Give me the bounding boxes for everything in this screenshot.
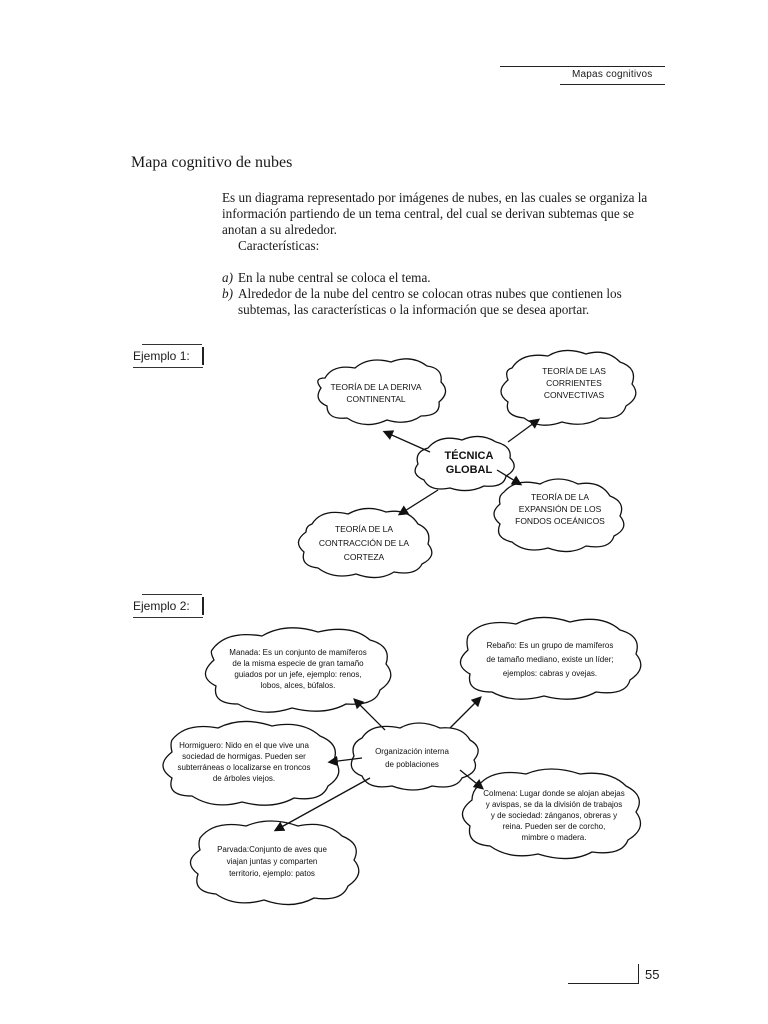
- cloud-text: TEORÍA DE LA: [530, 492, 590, 502]
- footer-rule: [568, 983, 638, 984]
- cloud-text: CONTRACCIÓN DE LA: [318, 538, 410, 548]
- section-paragraph: Es un diagrama representado por imágenes de nubes, en las cuales se organiza la información partiendo de un tema central, del cual se derivan subtemas que se anotan a su alrededor.: [222, 190, 648, 237]
- list-item-label: a): [222, 270, 233, 285]
- cloud-text: EXPANSIÓN DE LOS: [518, 504, 602, 514]
- example2-label: Ejemplo 2:: [133, 599, 190, 613]
- characteristics-label: Características:: [238, 238, 320, 253]
- cloud-text: lobos, alces, búfalos.: [260, 681, 336, 690]
- center-text: Organización interna: [375, 747, 449, 756]
- list-item-text: En la nube central se coloca el tema.: [238, 270, 431, 285]
- cloud-shape: [351, 723, 478, 790]
- cloud-text: reina. Pueden ser de corcho,: [502, 822, 606, 831]
- section-title: Mapa cognitivo de nubes: [131, 154, 293, 171]
- cloud-text: de tamaño mediano, existe un líder;: [486, 655, 614, 664]
- cloud-text: ejemplos: cabras y ovejas.: [502, 669, 598, 678]
- cloud-text: de la misma especie de gran tamaño: [232, 659, 364, 668]
- cloud-text: y de sociedad: zánganos, obreras y: [490, 811, 618, 820]
- cloud-text: Rebaño: Es un grupo de mamíferos: [486, 641, 614, 650]
- cloud-text: CONVECTIVAS: [543, 390, 605, 400]
- cloud-text: TEORÍA DE LAS: [542, 366, 606, 376]
- footer-rule-vertical: [638, 964, 639, 984]
- list-item-label: b): [222, 286, 233, 301]
- center-text: de poblaciones: [385, 760, 439, 769]
- page-number: 55: [645, 967, 660, 982]
- cloud-text: Hormiguero: Nido en el que vive una: [179, 741, 309, 750]
- cloud-text: CONTINENTAL: [346, 394, 406, 404]
- cloud-text: y avispas, se da la división de trabajos: [485, 800, 623, 809]
- cloud-text: sociedad de hormigas. Pueden ser: [182, 752, 306, 761]
- list-item-text: Alrededor de la nube del centro se colocan otras nubes que contienen los subtemas, las características o la información que se desea aportar.: [238, 286, 622, 317]
- cloud-text: Colmena: Lugar donde se alojan abejas: [483, 789, 625, 798]
- cloud-text: guiados por un jefe, ejemplo: renos,: [234, 670, 362, 679]
- center-text: TÉCNICA: [444, 450, 494, 462]
- cloud-text: FONDOS OCEÁNICOS: [515, 516, 605, 526]
- cloud-text: TEORÍA DE LA DERIVA: [330, 382, 422, 392]
- cloud-text: Parvada:Conjunto de aves que: [217, 845, 327, 854]
- arrow: [355, 700, 385, 730]
- arrow: [276, 778, 370, 830]
- cloud-text: Manada: Es un conjunto de mamíferos: [229, 648, 367, 657]
- running-head: Mapas cognitivos: [572, 69, 653, 80]
- cloud-text: CORTEZA: [343, 552, 385, 562]
- cloud-text: TEORÍA DE LA: [334, 524, 394, 534]
- cloud-text: viajan juntas y comparten: [226, 857, 318, 866]
- arrow: [460, 770, 482, 788]
- cloud-text: CORRIENTES: [546, 378, 602, 388]
- center-text: GLOBAL: [445, 464, 493, 476]
- cloud-text: subterráneas o localizarse en troncos: [177, 763, 311, 772]
- cloud-text: mimbre o madera.: [521, 833, 587, 842]
- arrow: [450, 698, 480, 728]
- example1-label: Ejemplo 1:: [133, 349, 190, 363]
- cloud-text: territorio, ejemplo: patos: [229, 869, 315, 878]
- cloud-text: de árboles viejos.: [212, 774, 276, 783]
